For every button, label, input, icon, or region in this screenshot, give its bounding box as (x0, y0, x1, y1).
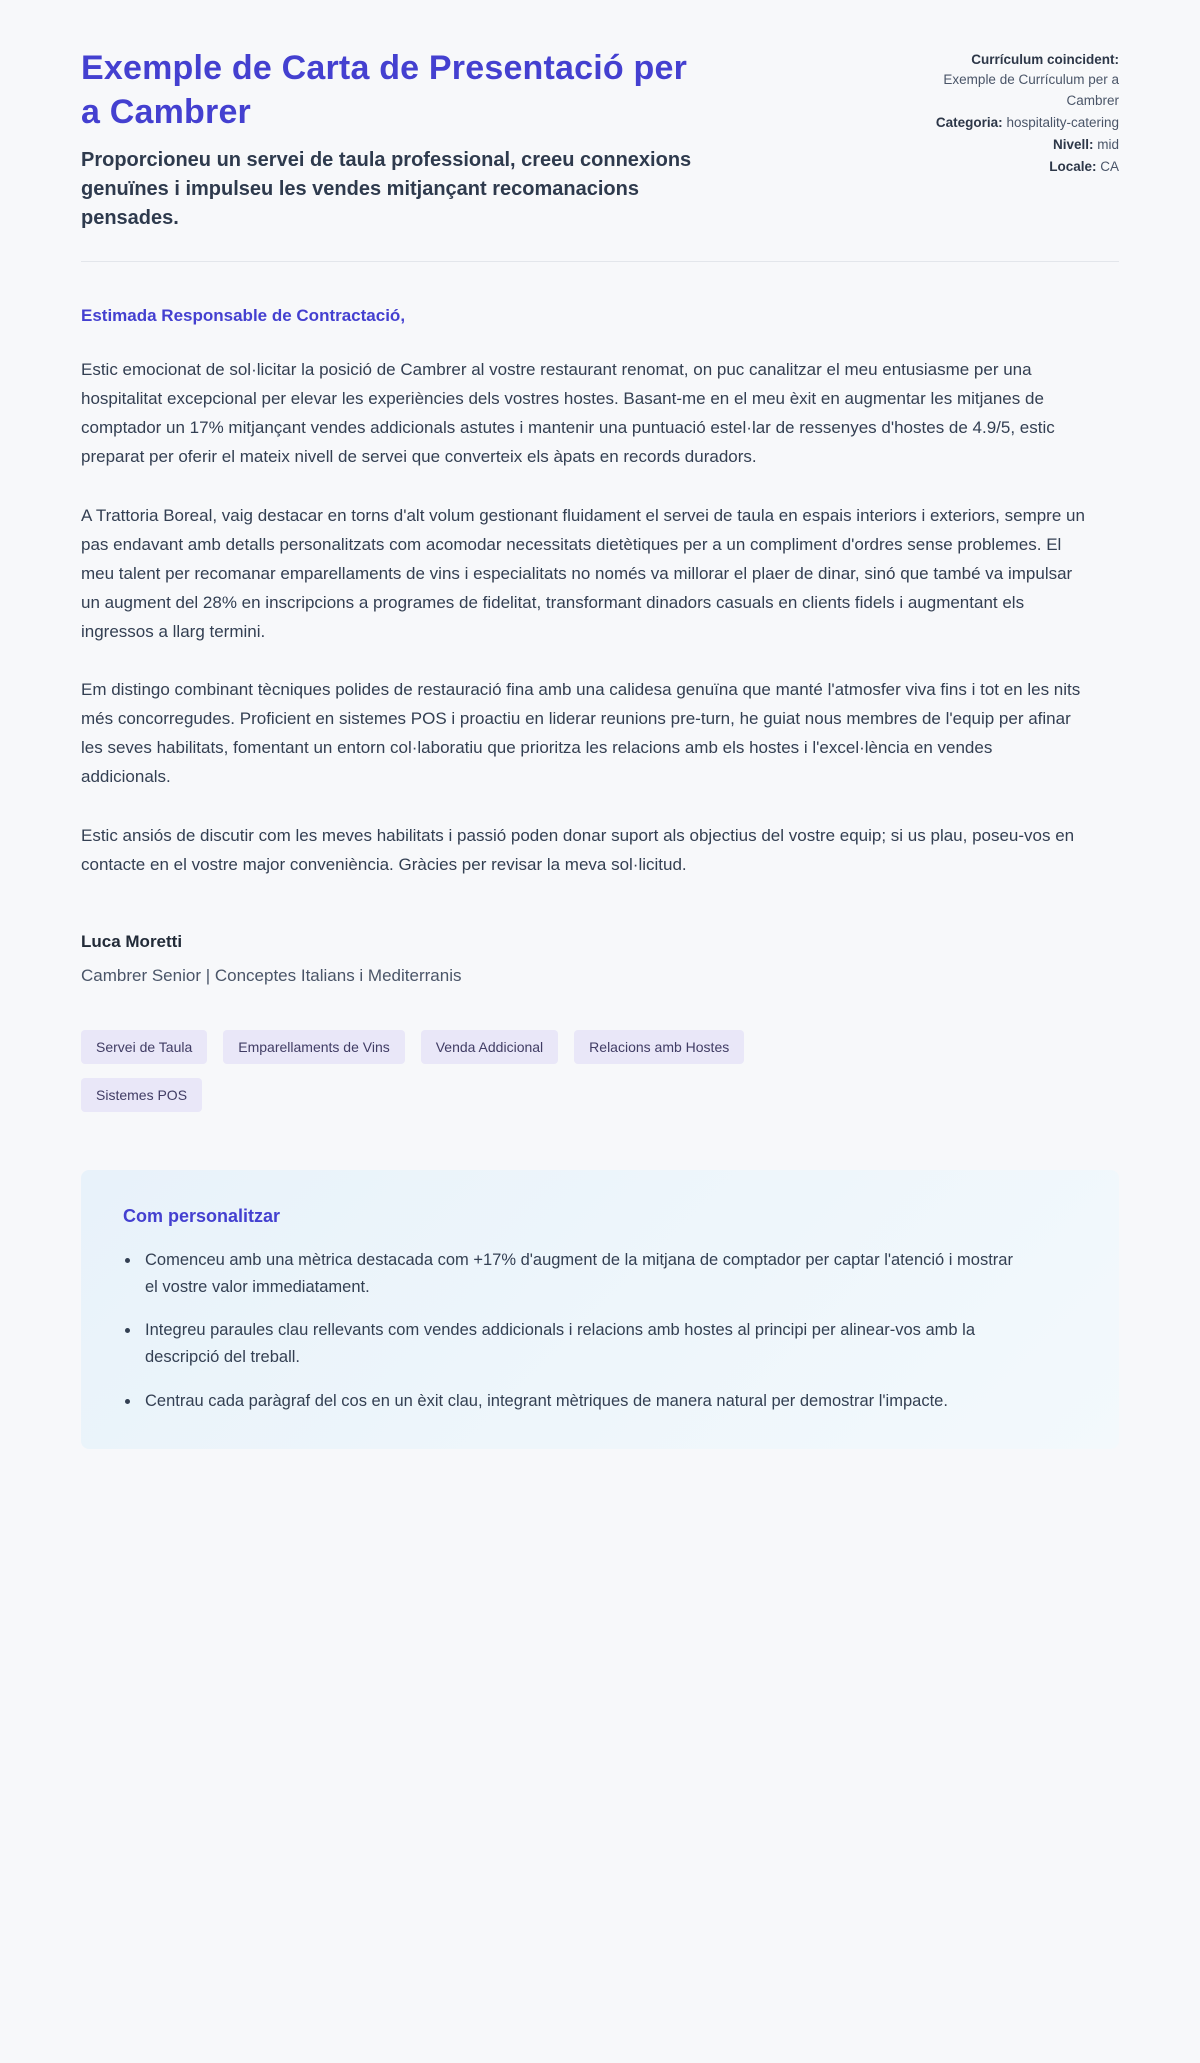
letter-body (81, 306, 1119, 985)
meta-label: Locale: (1049, 159, 1097, 175)
meta-value: hospitality-catering (1006, 114, 1119, 130)
page-title: Exemple de Carta de Presentació per a Cambrer (81, 49, 688, 132)
letter-paragraph-2: A Trattoria Boreal, vaig destacar en torns d'alt volum gestionant fluidament el servei de taula en espais interiors i exteriors, sempre un pas endavant amb detalls personalitzats com acomodar necessitats dietètiques per a un compliment d'ordres sense problemes. El meu talent per recomanar emparellaments de vins i especialitats no només va millorar el plaer de dinar, sinó que també va impulsar un augment del 28% en inscripcions a programes de fidelitat, transformant dinadors casuals en clients fidels i augmentant els ingressos a llarg termini. (81, 505, 1085, 641)
skill-tag-list (81, 1030, 841, 1112)
callout-title: Com personalitzar (123, 1205, 281, 1226)
skill-tag: Sistemes POS (81, 1078, 202, 1112)
callout-bullet-list (111, 1247, 1089, 1415)
salutation: Estimada Responsable de Contractació, (81, 306, 406, 326)
meta-item-resume-match (929, 50, 1119, 111)
skill-tag: Relacions amb Hostes (574, 1030, 744, 1064)
header (81, 46, 1119, 233)
header-divider (81, 261, 1119, 262)
meta-item-category (929, 113, 1119, 133)
callout-bullet: • Integreu paraules clau rellevants com vendes addicionals i relacions amb hostes al principi per alinear-vos amb la descripció del treball. (141, 1317, 1021, 1371)
signature-name: Luca Moretti (81, 931, 183, 951)
meta-value: mid (1097, 137, 1119, 152)
customization-callout (81, 1170, 1119, 1449)
callout-bullet: • Comenceu amb una mètrica destacada com +17% d'augment de la mitjana de comptador per captar l'atenció i mostrar el vostre valor immediatament. (141, 1247, 1021, 1301)
meta-label: Currículum coincident: (971, 52, 1119, 67)
callout-bullet: • Centrau cada paràgraf del cos en un èxit clau, integrant mètriques de manera natural per demostrar l'impacte. (141, 1388, 1021, 1415)
meta-label: Categoria: (935, 114, 1003, 130)
letter-paragraph-1: Estic emocionat de sol·licitar la posició de Cambrer al vostre restaurant renomat, on puc canalitzar el meu entusiasme per una hospitalitat excepcional per elevar les experiències dels vostres hostes. Basant-me en el meu èxit en augmentar les mitjanes de comptador un 17% mitjançant vendes addicionals astutes i mantenir una puntuació estel·lar de ressenyes d'hostes de 4.9/5, estic preparat per oferir el mateix nivell de servei que converteix els àpats en records duradors. (81, 360, 1055, 467)
header-title-block (81, 46, 701, 233)
letter-paragraph-4: Estic ansiós de discutir com les meves habilitats i passió poden donar suport als objectius del vostre equip; si us plau, poseu-vos en contacte en el vostre major conveniència. Gràcies per revisar la meva sol·licitud. (81, 825, 1075, 874)
meta-label: Nivell: (1052, 137, 1094, 152)
skill-tag: Venda Addicional (421, 1030, 558, 1064)
signature-role: Cambrer Senior | Conceptes Italians i Mediterranis (81, 965, 462, 985)
skill-tag: Servei de Taula (81, 1030, 207, 1064)
meta-value: Exemple de Currículum per a Cambrer (943, 72, 1119, 108)
meta-block (929, 46, 1119, 180)
meta-item-level (929, 135, 1119, 155)
meta-value: CA (1100, 159, 1119, 175)
skill-tag: Emparellaments de Vins (223, 1030, 404, 1064)
page-subtitle: Proporcioneu un servei de taula professional, creeu connexions genuïnes i impulseu les vendes mitjançant recomanacions pensades. (81, 149, 692, 230)
letter-paragraph-3: Em distingo combinant tècniques polides de restauració fina amb una calidesa genuïna que manté l'atmosfer viva fins i tot en les nits més concorregudes. Proficient en sistemes POS i proactiu en liderar reunions pre-turn, he guiat nous membres de l'equip per afinar les seves habilitats, fomentant un entorn col·laboratiu que prioritza les relacions amb els hostes i l'excel·lència en vendes addicionals. (81, 680, 1081, 787)
meta-item-locale (929, 157, 1119, 177)
